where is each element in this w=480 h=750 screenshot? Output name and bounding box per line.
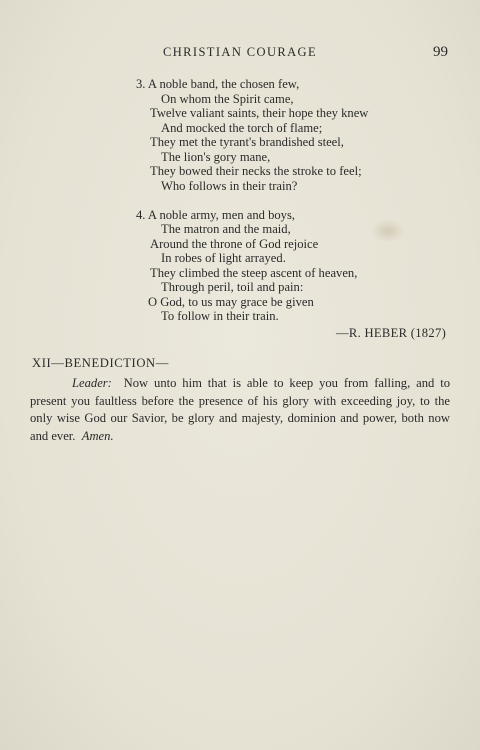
stanza-line: Through peril, toil and pain:: [161, 280, 304, 294]
stanza-line: 4. A noble army, men and boys,: [136, 208, 296, 222]
stanza-line: They bowed their necks the stroke to feel;: [150, 164, 362, 178]
running-title: CHRISTIAN COURAGE: [162, 45, 317, 59]
stanza-line: The matron and the maid,: [161, 222, 291, 236]
stanza-line: To follow in their train.: [161, 309, 279, 323]
benediction-paragraph: [30, 375, 450, 445]
paper-smudge: [372, 220, 404, 242]
stanza-line: They climbed the steep ascent of heaven,: [150, 266, 358, 280]
stanza-line: Twelve valiant saints, their hope they knew: [150, 106, 369, 120]
stanza-line: 3. A noble band, the chosen few,: [136, 77, 300, 91]
benediction-text: Now unto him that is able to keep you from falling, and to present you faultless before the presence of his glory with exceeding joy, to the only wise God our Savior, be glory and majesty, dominion and power, both now and ever.: [30, 376, 450, 443]
leader-label: Leader:: [72, 376, 112, 390]
amen-word: Amen.: [81, 428, 114, 443]
hymn-attribution: —R. HEBER (1827): [336, 326, 447, 340]
stanza-line: And mocked the torch of flame;: [161, 121, 323, 135]
section-heading: XII—BENEDICTION—: [32, 356, 169, 370]
stanza-line: The lion's gory mane,: [161, 150, 271, 164]
running-head: [0, 44, 480, 62]
stanza-line: Who follows in their train?: [161, 179, 298, 193]
stanza-line: In robes of light arrayed.: [161, 251, 286, 265]
stanza-line: O God, to us may grace be given: [148, 295, 314, 309]
page-number: 99: [433, 44, 448, 60]
stanza-line: Around the throne of God rejoice: [150, 237, 319, 251]
stanza-line: They met the tyrant's brandished steel,: [150, 135, 344, 149]
stanza-line: On whom the Spirit came,: [161, 92, 294, 106]
